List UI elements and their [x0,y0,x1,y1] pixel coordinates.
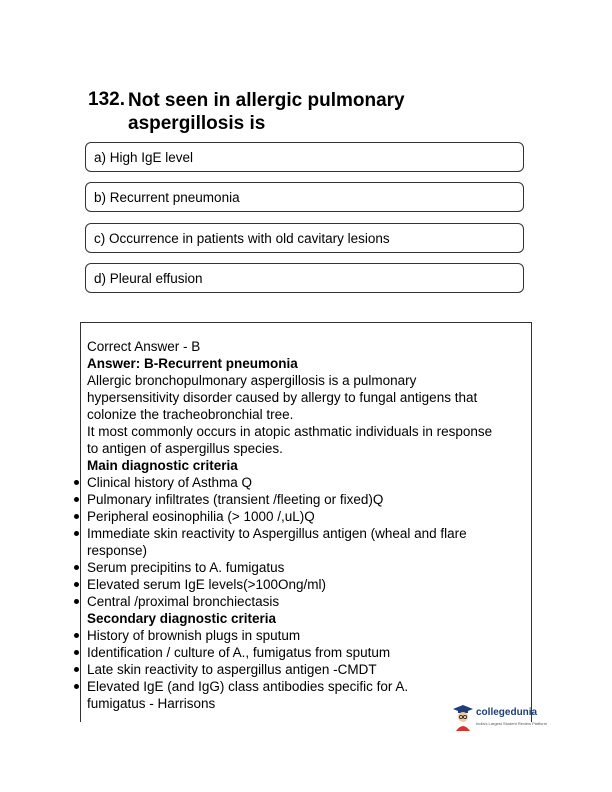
criteria-item: Serum precipitins to A. fumigatus [87,559,527,576]
option-a[interactable]: a) High IgE level [85,142,524,172]
answer-content [87,338,527,712]
correct-answer: Correct Answer - B [87,339,201,354]
criteria-item: Pulmonary infiltrates (transient /fleeting or fixed)Q [87,491,527,508]
criteria-item: Elevated serum IgE levels(>100Ong/ml) [87,576,527,593]
explanation-line: to antigen of aspergillus species. [87,441,283,456]
explanation-line: hypersensitivity disorder caused by allergy to fungal antigens that [87,390,478,405]
explanation-line: It most commonly occurs in atopic asthmatic individuals in response [87,424,493,439]
option-b[interactable]: b) Recurrent pneumonia [85,182,524,212]
criteria-item: Identification / culture of A., fumigatus from sputum [87,644,527,661]
explanation-line: colonize the tracheobronchial tree. [87,407,294,422]
question-text: Not seen in allergic pulmonary aspergillosis is [128,90,405,134]
criteria-item: History of brownish plugs in sputum [87,627,527,644]
criteria-item-continued: response) [87,543,148,558]
explanation-line: Allergic bronchopulmonary aspergillosis is a pulmonary [87,373,417,388]
criteria-item: Central /proximal bronchiectasis [87,593,527,610]
criteria-item: Immediate skin reactivity to Aspergillus antigen (wheal and flare [87,525,527,542]
logo-name: collegedunia [476,707,538,718]
criteria-item: Late skin reactivity to aspergillus antigen -CMDT [87,661,527,678]
criteria-item: Elevated IgE (and IgG) class antibodies specific for A. [87,678,527,695]
secondary-criteria-heading: Secondary diagnostic criteria [87,611,277,626]
criteria-item-continued: fumigatus - Harrisons [87,696,216,711]
option-c[interactable]: c) Occurrence in patients with old cavitary lesions [85,223,524,253]
question-number: 132. [88,89,125,110]
answer-heading: Answer: B-Recurrent pneumonia [87,356,298,371]
main-criteria-heading: Main diagnostic criteria [87,458,238,473]
collegedunia-logo [452,704,562,738]
option-d[interactable]: d) Pleural effusion [85,263,524,293]
criteria-item: Clinical history of Asthma Q [87,474,527,491]
graduate-mascot-icon [452,704,474,732]
criteria-item: Peripheral eosinophilia (> 1000 /,uL)Q [87,508,527,525]
logo-tagline: India's Largest Student Review Platform [476,721,548,726]
